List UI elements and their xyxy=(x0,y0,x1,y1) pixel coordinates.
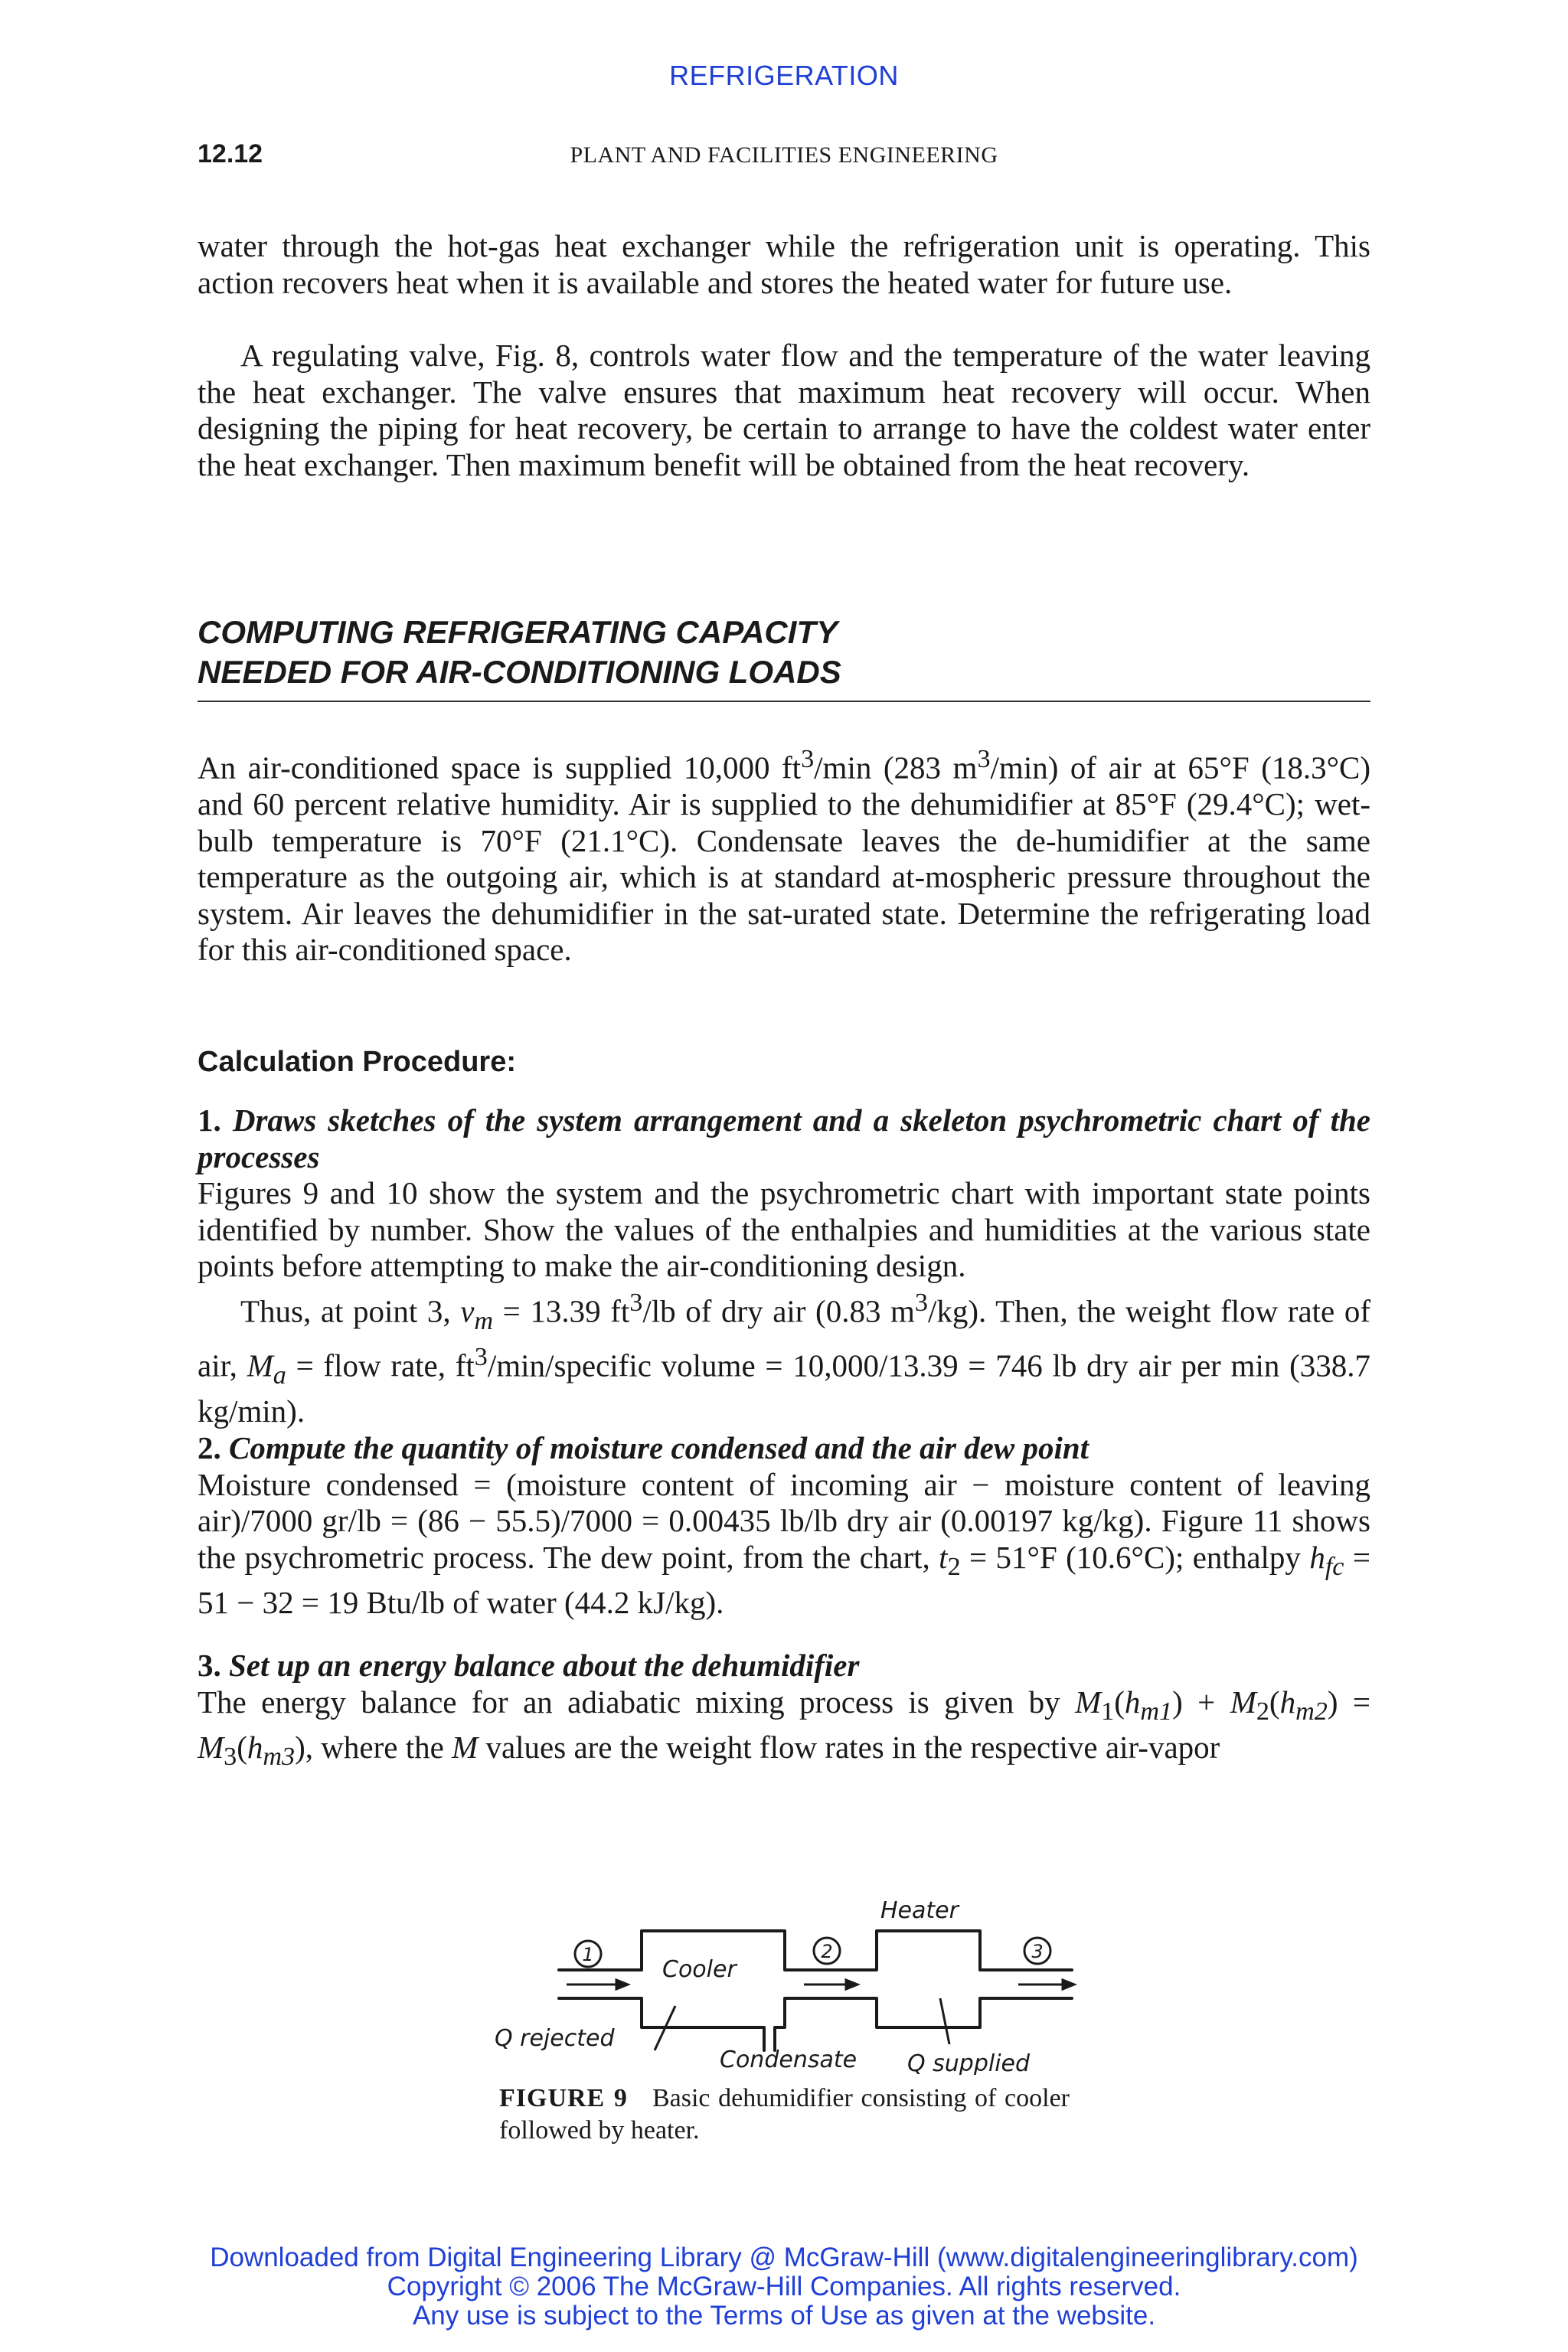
section-rule xyxy=(198,701,1370,702)
page-number: 12.12 xyxy=(198,139,263,168)
step-3 xyxy=(198,1648,1370,1775)
footer xyxy=(0,2243,1568,2331)
heater-label: Heater xyxy=(880,1897,959,1924)
step-3-body: The energy balance for an adiabatic mixing process is given by $M_1(h_{m1}) + M_2(h_{m2}) = M_3(h_{m3})$, where the M values are the weight flow rates in the respective air-vapor xyxy=(198,1684,1370,1772)
footer-download-link[interactable]: Downloaded from Digital Engineering Library @ McGraw-Hill (www.digitalengineeringlibrary.com) xyxy=(210,2243,1358,2272)
dehumidifier-diagram xyxy=(490,1845,1087,2075)
figure-caption: FIGURE 9 Basic dehumidifier consisting of cooler followed by heater. xyxy=(499,2084,1070,2145)
step-1 xyxy=(198,1102,1370,1430)
step-3-heading: 3. Set up an energy balance about the dehumidifier xyxy=(198,1648,860,1683)
problem-statement: An air-conditioned space is supplied 10,000 $ft^3/\min$ (283 $m^3/\min$) of air at 65°F (18.3°C) and 60 percent relative humidity. Air is supplied to the dehumidifier at 85°F (29.4°C); wet-bulb temperature is 70°F (21.1°C). Condensate leaves the de-humidifier at the same temperature as the outgoing air, which is at standard at-mospheric pressure throughout the system. Air leaves the dehumidifier in the sat-urated state. Determine the refrigerating load for this air-conditioned space. xyxy=(198,745,1371,968)
step-2-body: Moisture condensed = (moisture content of incoming air − moisture content of leaving air)/7000 gr/lb = (86 − 55.5)/7000 = 0.00435 lb/lb dry air (0.00197 kg/kg). Figure 11 shows the psychrometric process. The dew point, from the chart, $t_2 = 51^\circ F$ (10.6°C); enthalpy $h_{fc} = 51 - 32 = 19$ Btu/lb of water (44.2 kJ/kg). xyxy=(198,1466,1370,1621)
condensate-label: Condensate xyxy=(720,2047,858,2073)
calculation-heading: Calculation Procedure: xyxy=(198,1046,516,1078)
q-supplied-leader xyxy=(940,1998,949,2044)
q-rejected-label: Q rejected xyxy=(495,2025,615,2052)
step-1-heading: 1. Draws sketches of the system arrangement and a skeleton psychrometric chart of the processes xyxy=(198,1102,1371,1174)
intro-paragraph-2: A regulating valve, Fig. 8, controls water flow and the temperature of the water leaving the heat exchanger. The valve ensures that maximum heat recovery will occur. When designing the piping for heat recovery, be certain to arrange to have the coldest water enter the heat exchanger. Then maximum benefit will be obtained from the heat recovery. xyxy=(198,338,1370,482)
running-head: PLANT AND FACILITIES ENGINEERING xyxy=(570,142,998,168)
state-point-2-label: 2 xyxy=(821,1941,833,1962)
state-point-3-label: 3 xyxy=(1031,1941,1044,1962)
duct-outline xyxy=(559,1931,1072,2050)
step-1-body: Figures 9 and 10 show the system and the psychrometric chart with important state points identified by number. Show the values of the enthalpies and humidities at the various state points before attempting to make the air-conditioning design. xyxy=(198,1175,1370,1283)
state-point-1-label: 1 xyxy=(582,1944,594,1965)
step-2-heading: 2. Compute the quantity of moisture condensed and the air dew point xyxy=(198,1430,1089,1465)
intro-paragraph-1: water through the hot-gas heat exchanger while the refrigeration unit is operating. This action recovers heat when it is available and stores the heated water for future use. xyxy=(198,228,1370,300)
cooler-label: Cooler xyxy=(662,1956,737,1983)
step-1-body-2: Thus, at point 3, $v_m = 13.39$ $ft^3/lb$ of dry air (0.83 $m^3/kg$). Then, the weight flow rate of air, $M_a$ = flow rate, $ft^3/\min$/specific volume = 10,000/13.39 = 746 lb dry air per min (338.7 kg/min). xyxy=(198,1288,1370,1429)
footer-terms: Any use is subject to the Terms of Use as given at the website. xyxy=(412,2301,1156,2331)
chapter-header: REFRIGERATION xyxy=(669,60,899,91)
section-title-line-1: COMPUTING REFRIGERATING CAPACITY xyxy=(198,614,838,650)
q-supplied-label: Q supplied xyxy=(907,2050,1031,2075)
flow-arrows xyxy=(567,1980,1074,1989)
section-title xyxy=(198,612,1370,692)
footer-copyright: Copyright © 2006 The McGraw-Hill Companies. All rights reserved. xyxy=(387,2272,1181,2301)
section-title-line-2: NEEDED FOR AIR-CONDITIONING LOADS xyxy=(198,654,841,690)
step-2 xyxy=(198,1430,1370,1622)
